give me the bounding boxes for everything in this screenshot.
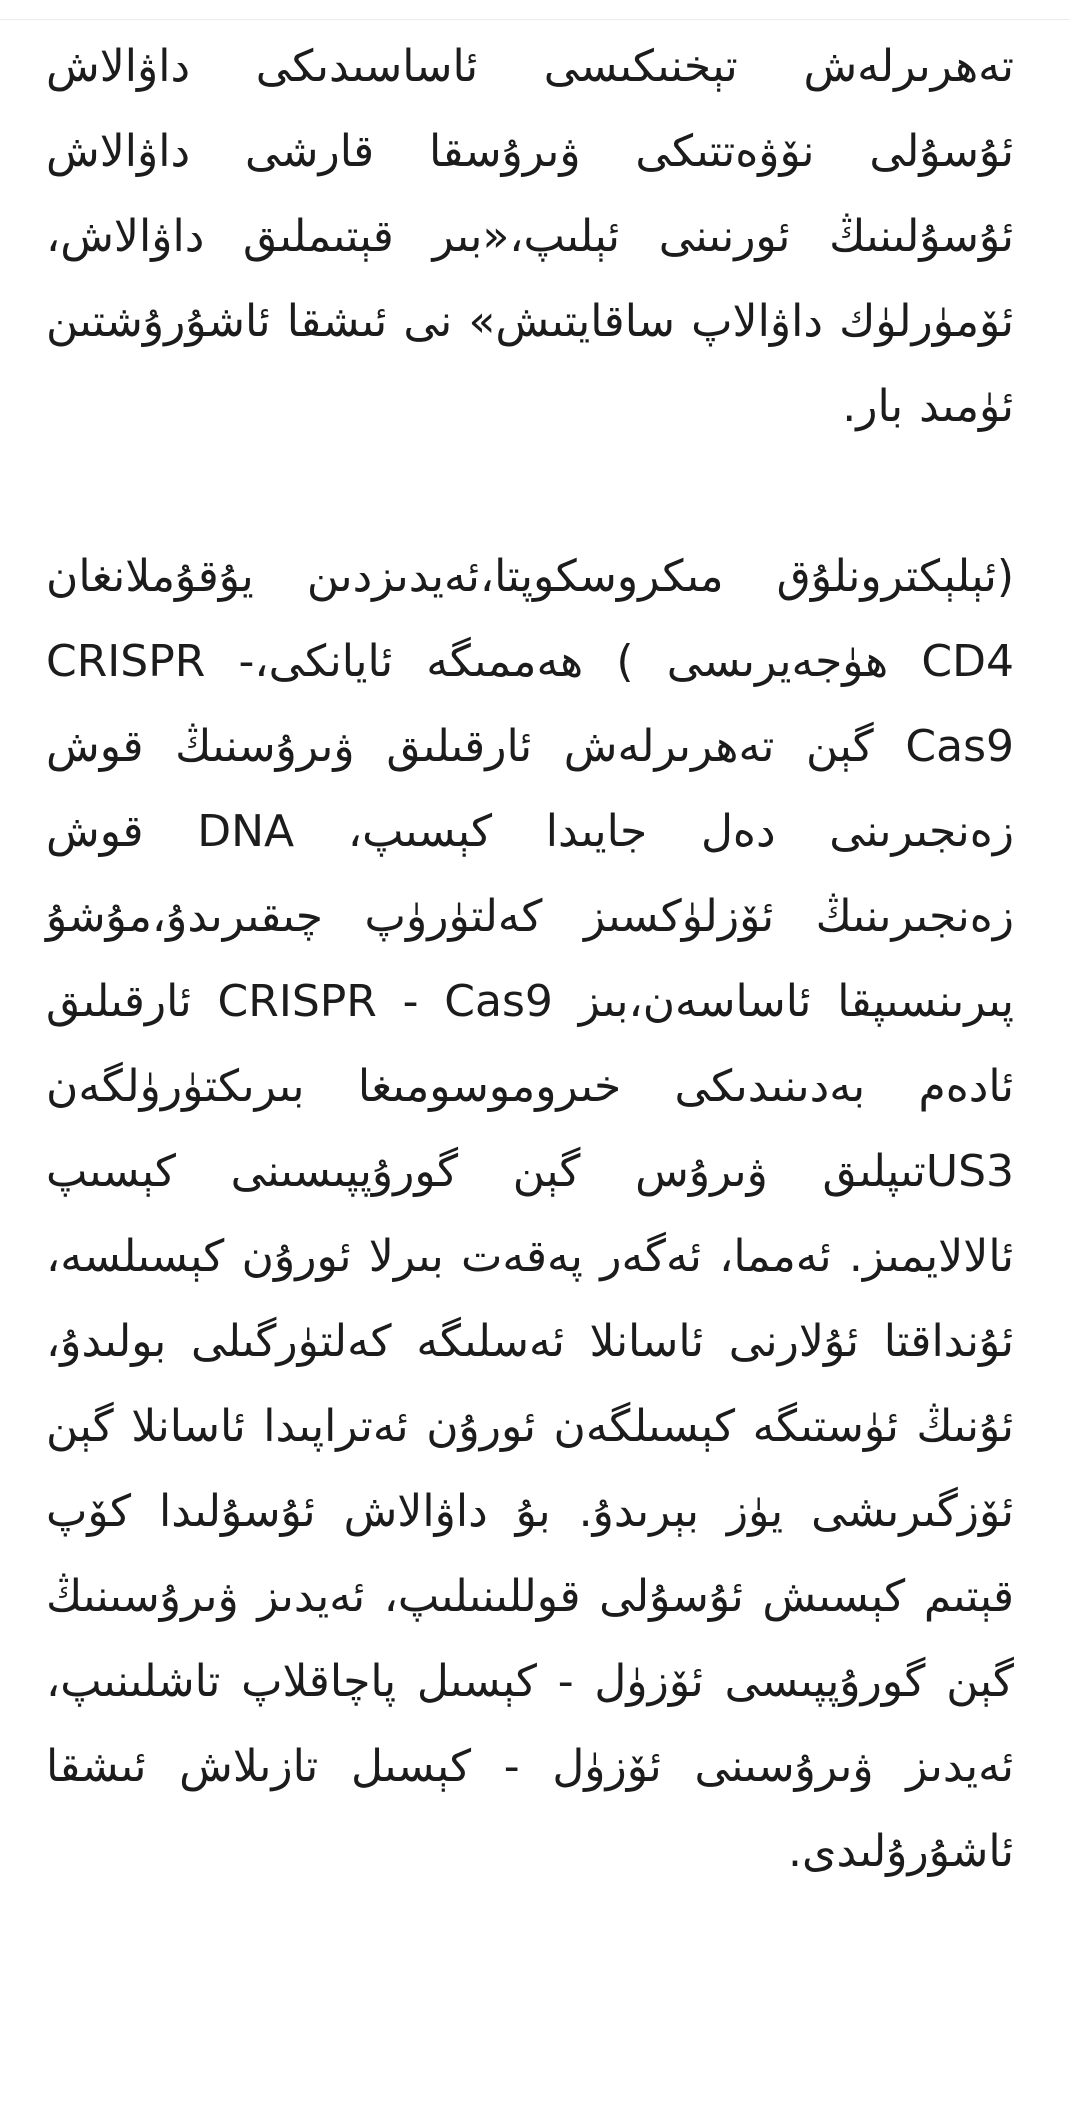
- top-divider: [0, 0, 1070, 20]
- article-paragraph-crispr: (ئېلېكترونلۇق مىكروسكوپتا،ئەيدىزدىن يۇقۇملانغان CD4 ھۈجەيرىسى ) ھەممىگە ئايانكى،CRISPR - Cas9 گېن تەھرىرلەش ئارقىلىق ۋىرۇسنىڭ قوش زەنجىرىنى دەل جايىدا كېسىپ، DNA قوش زەنجىرىنىڭ ئۆزلۈكسىز كەلتۈرۈپ چىقىرىدۇ،مۇشۇ پىرىنسىپقا ئاساسەن،بىز CRISPR - Cas9 ئارقىلىق ئادەم بەدىنىدىكى خىروموسومىغا بىرىكتۈرۈلگەن US3تىپلىق ۋىرۇس گېن گورۇپپىسىنى كېسىپ ئالالايمىز. ئەمما، ئەگەر پەقەت بىرلا ئورۇن كېسىلسە، ئۇنداقتا ئۇلارنى ئاسانلا ئەسلىگە كەلتۈرگىلى بولىدۇ، ئۇنىڭ ئۈستىگە كېسىلگەن ئورۇن ئەتراپىدا ئاسانلا گېن ئۆزگىرىشى يۈز بېرىدۇ. بۇ داۋالاش ئۇسۇلىدا كۆپ قېتىم كېسىش ئۇسۇلى قوللىنىلىپ، ئەيدىز ۋىرۇسىنىڭ گېن گورۇپپىسى ئۆزۈل - كېسىل پاچاقلاپ تاشلىنىپ، ئەيدىز ۋىرۇسىنى ئۆزۈل - كېسىل تازىلاش ئىشقا ئاشۇرۇلىدى.: [46, 551, 1015, 1877]
- article-paragraph-intro: تەھرىرلەش تېخنىكىسى ئاساسىدىكى داۋالاش ئۇسۇلى نۆۋەتتىكى ۋىرۇسقا قارشى داۋالاش ئۇسۇلىنىڭ ئورنىنى ئېلىپ،«بىر قېتىملىق داۋالاش، ئۆمۈرلۈك داۋالاپ ساقايتىش» نى ئىشقا ئاشۇرۇشتىن ئۈمىد بار.: [46, 41, 1014, 432]
- article-body: [46, 24, 1014, 1894]
